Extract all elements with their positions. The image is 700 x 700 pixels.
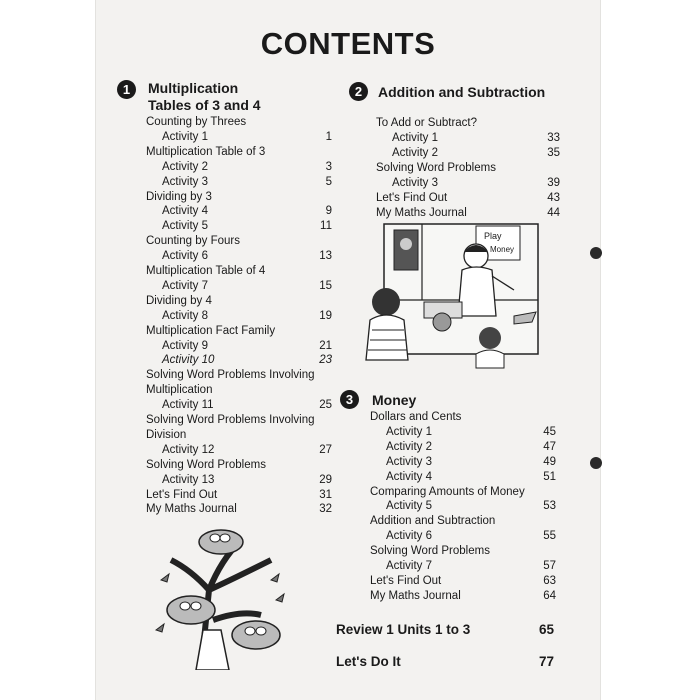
toc-entry: Let's Find Out <box>376 192 448 204</box>
toc-entry: Counting by Fours <box>146 235 240 248</box>
toc-entry: Activity 8 <box>162 309 209 322</box>
toc-page-number: 15 <box>319 279 332 292</box>
toc-page-number: 43 <box>547 192 560 204</box>
toc-page-number: 39 <box>547 177 560 189</box>
toc-entry: Multiplication Table of 4 <box>146 265 266 277</box>
toc-page-number: 27 <box>319 443 332 456</box>
toc-entry: Activity 13 <box>162 473 215 486</box>
toc-entry: Activity 5 <box>386 500 433 513</box>
page-title: CONTENTS <box>260 26 436 61</box>
toc-entry: Multiplication Fact Family <box>146 324 276 337</box>
toc-entry: Solving Word Problems <box>370 545 490 558</box>
toc-entry: Solving Word Problems Involving <box>146 369 315 382</box>
toc-entry: Activity 11 <box>162 399 214 412</box>
toc-entry: Activity 1 <box>392 132 439 144</box>
toc-entry: My Maths Journal <box>370 589 461 602</box>
toc-page-number: 13 <box>319 250 332 263</box>
toc-entry: Activity 6 <box>162 250 209 263</box>
unit-1-number: 1 <box>117 80 136 99</box>
toc-page-number: 9 <box>325 205 332 218</box>
lets-do-it-page: 77 <box>538 654 554 669</box>
unit-3-title-line-1: Money <box>372 392 417 408</box>
toc-entry: Activity 7 <box>386 560 433 572</box>
toc-page-number: 47 <box>543 440 556 453</box>
toc-entry: Solving Word Problems <box>146 458 266 471</box>
toc-entry: My Maths Journal <box>146 503 237 516</box>
toc-page-number: 31 <box>319 488 332 501</box>
toc-entry: Activity 12 <box>162 443 215 456</box>
toc-entry: Activity 7 <box>162 279 209 292</box>
toc-entry: Counting by Threes <box>146 116 247 128</box>
toc-entry: Dollars and Cents <box>370 411 462 423</box>
toc-entry: Multiplication <box>146 384 213 397</box>
toc-entry: Let's Find Out <box>370 574 442 587</box>
book-page <box>96 0 600 700</box>
lets-do-it-title: Let's Do It <box>336 654 401 669</box>
toc-page-number: 25 <box>319 399 332 412</box>
toc-entry: Activity 6 <box>386 530 433 543</box>
toc-entry: Activity 3 <box>162 175 209 188</box>
toc-page-number: 55 <box>543 530 556 543</box>
toc-entry: Let's Find Out <box>146 488 218 501</box>
toc-entry: Activity 4 <box>386 470 433 483</box>
toc-entry: Dividing by 4 <box>146 294 212 307</box>
toc-entry: Activity 2 <box>392 147 439 159</box>
unit-1-title-line-2: Tables of 3 and 4 <box>148 97 261 113</box>
toc-entry: Activity 4 <box>162 205 209 218</box>
toc-page-number: 19 <box>319 309 332 322</box>
review-title: Review 1 Units 1 to 3 <box>336 622 471 637</box>
toc-page-number: 53 <box>543 500 556 513</box>
toc-entry: Activity 2 <box>162 160 209 173</box>
toc-page-number: 11 <box>320 220 332 233</box>
toc-page-number: 33 <box>547 132 560 144</box>
toc-page-number: 64 <box>543 589 556 602</box>
toc-entry: Division <box>146 428 187 441</box>
shop-scene-illustration <box>364 220 542 370</box>
toc-page-number: 35 <box>547 147 560 159</box>
sign-line-2: Money <box>490 245 515 254</box>
binder-hole-bottom <box>590 457 602 469</box>
toc-entry: Activity 1 <box>386 425 433 438</box>
toc-entry: Solving Word Problems Involving <box>146 414 315 426</box>
toc-page-number: 23 <box>319 354 332 367</box>
toc-page-number: 57 <box>543 560 556 572</box>
toc-entry: My Maths Journal <box>376 207 467 219</box>
toc-page-number: 44 <box>547 207 560 219</box>
toc-entry: Activity 1 <box>162 130 209 143</box>
toc-page-number: 21 <box>319 339 332 352</box>
toc-entry: Comparing Amounts of Money <box>370 485 525 498</box>
unit-1-title-line-1: Multiplication <box>148 80 239 96</box>
toc-entry: Activity 3 <box>386 455 433 468</box>
toc-page-number: 1 <box>325 130 332 143</box>
toc-entry: Activity 2 <box>386 440 433 453</box>
toc-entry: Activity 9 <box>162 339 209 352</box>
toc-entry: Dividing by 3 <box>146 190 212 203</box>
toc-page-number: 51 <box>543 470 556 483</box>
toc-page-number: 45 <box>543 425 556 438</box>
toc-entry: Activity 10 <box>162 354 215 367</box>
toc-entry: Addition and Subtraction <box>370 515 496 528</box>
toc-entry: Solving Word Problems <box>376 162 496 174</box>
toc-page-number: 63 <box>543 574 556 587</box>
sign-line-1: Play <box>484 231 502 241</box>
unit-2-number: 2 <box>349 82 368 101</box>
toc-page-number: 3 <box>325 160 332 173</box>
toc-page-number: 5 <box>325 175 332 188</box>
unit-2-title-line-1: Addition and Subtraction <box>378 84 546 100</box>
toc-entry: To Add or Subtract? <box>376 117 478 129</box>
binder-hole-top <box>590 247 602 259</box>
toc-entry: Activity 3 <box>392 177 439 189</box>
toc-page-number: 32 <box>319 503 332 516</box>
unit-3-number: 3 <box>340 390 359 409</box>
toc-entry: Multiplication Table of 3 <box>146 145 266 158</box>
toc-page-number: 29 <box>319 473 332 486</box>
review-page: 65 <box>538 622 554 637</box>
tree-nests-illustration <box>151 520 291 670</box>
toc-page-number: 49 <box>543 455 556 468</box>
toc-entry: Activity 5 <box>162 220 209 233</box>
